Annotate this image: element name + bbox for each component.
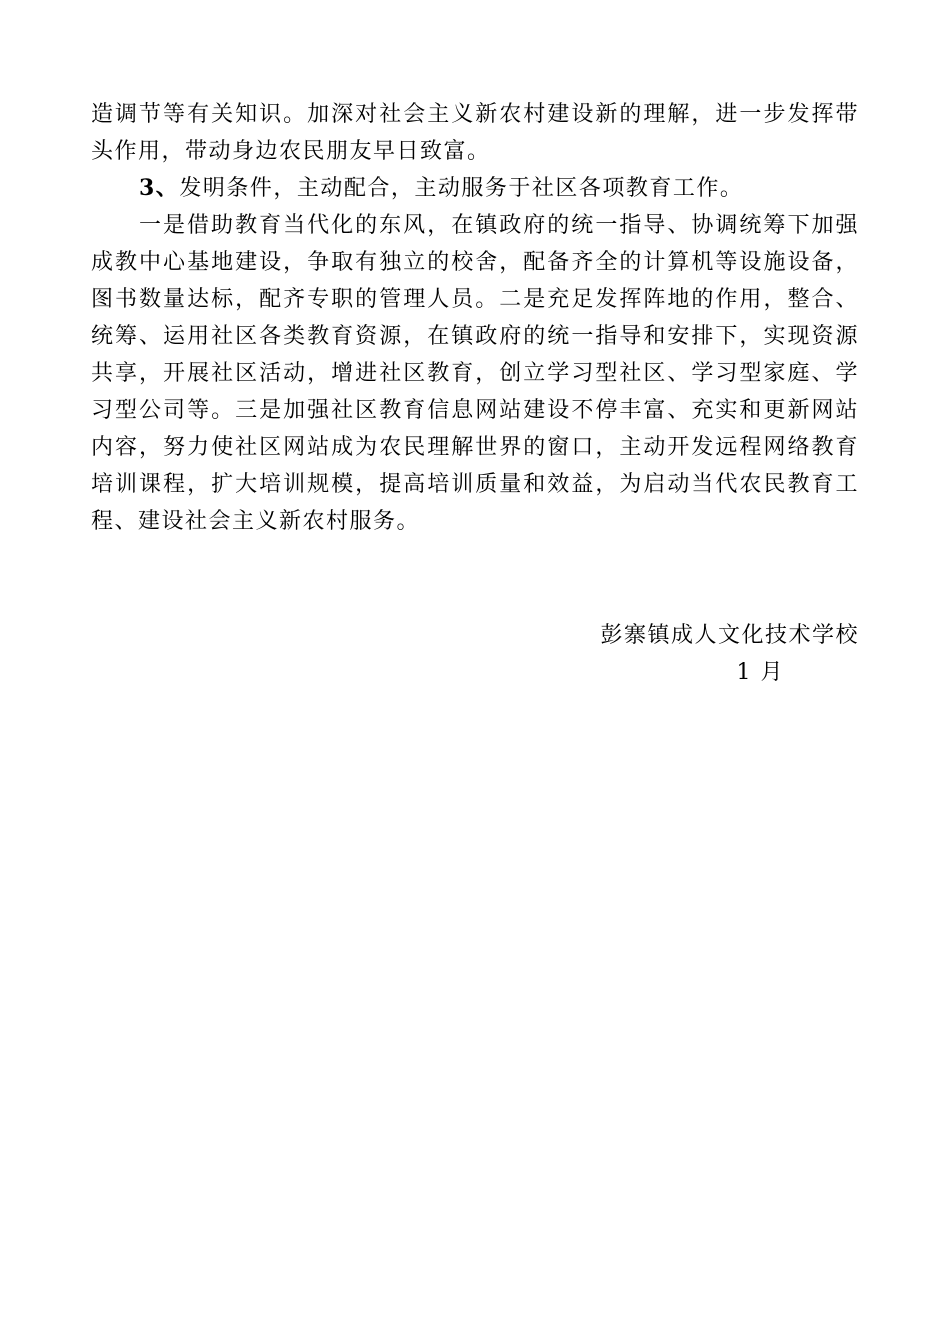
document-body bbox=[91, 96, 859, 540]
continuation-paragraph: 造调节等有关知识。加深对社会主义新农村建设新的理解，进一步发挥带头作用，带动身边农民朋友早日致富。 bbox=[91, 102, 859, 164]
section-heading-number: 3、 bbox=[139, 175, 180, 201]
section-heading-text: 发明条件，主动配合，主动服务于社区各项教育工作。 bbox=[179, 176, 744, 201]
signature-date: 1 月 bbox=[736, 660, 784, 685]
section-heading bbox=[91, 170, 859, 207]
signature-organization: 彭寨镇成人文化技术学校 bbox=[600, 623, 859, 648]
signature-block bbox=[600, 617, 859, 691]
main-paragraph: 一是借助教育当代化的东风，在镇政府的统一指导、协调统筹下加强成教中心基地建设，争取有独立的校舍，配备齐全的计算机等设施设备，图书数量达标，配齐专职的管理人员。二是充足发挥阵地的作用，整合、统筹、运用社区各类教育资源，在镇政府的统一指导和安排下，实现资源共享，开展社区活动，增进社区教育，创立学习型社区、学习型家庭、学习型公司等。三是加强社区教育信息网站建设不停丰富、充实和更新网站内容，努力使社区网站成为农民理解世界的窗口，主动开发远程网络教育培训课程，扩大培训规模，提高培训质量和效益，为启动当代农民教育工程、建设社会主义新农村服务。 bbox=[91, 213, 859, 534]
